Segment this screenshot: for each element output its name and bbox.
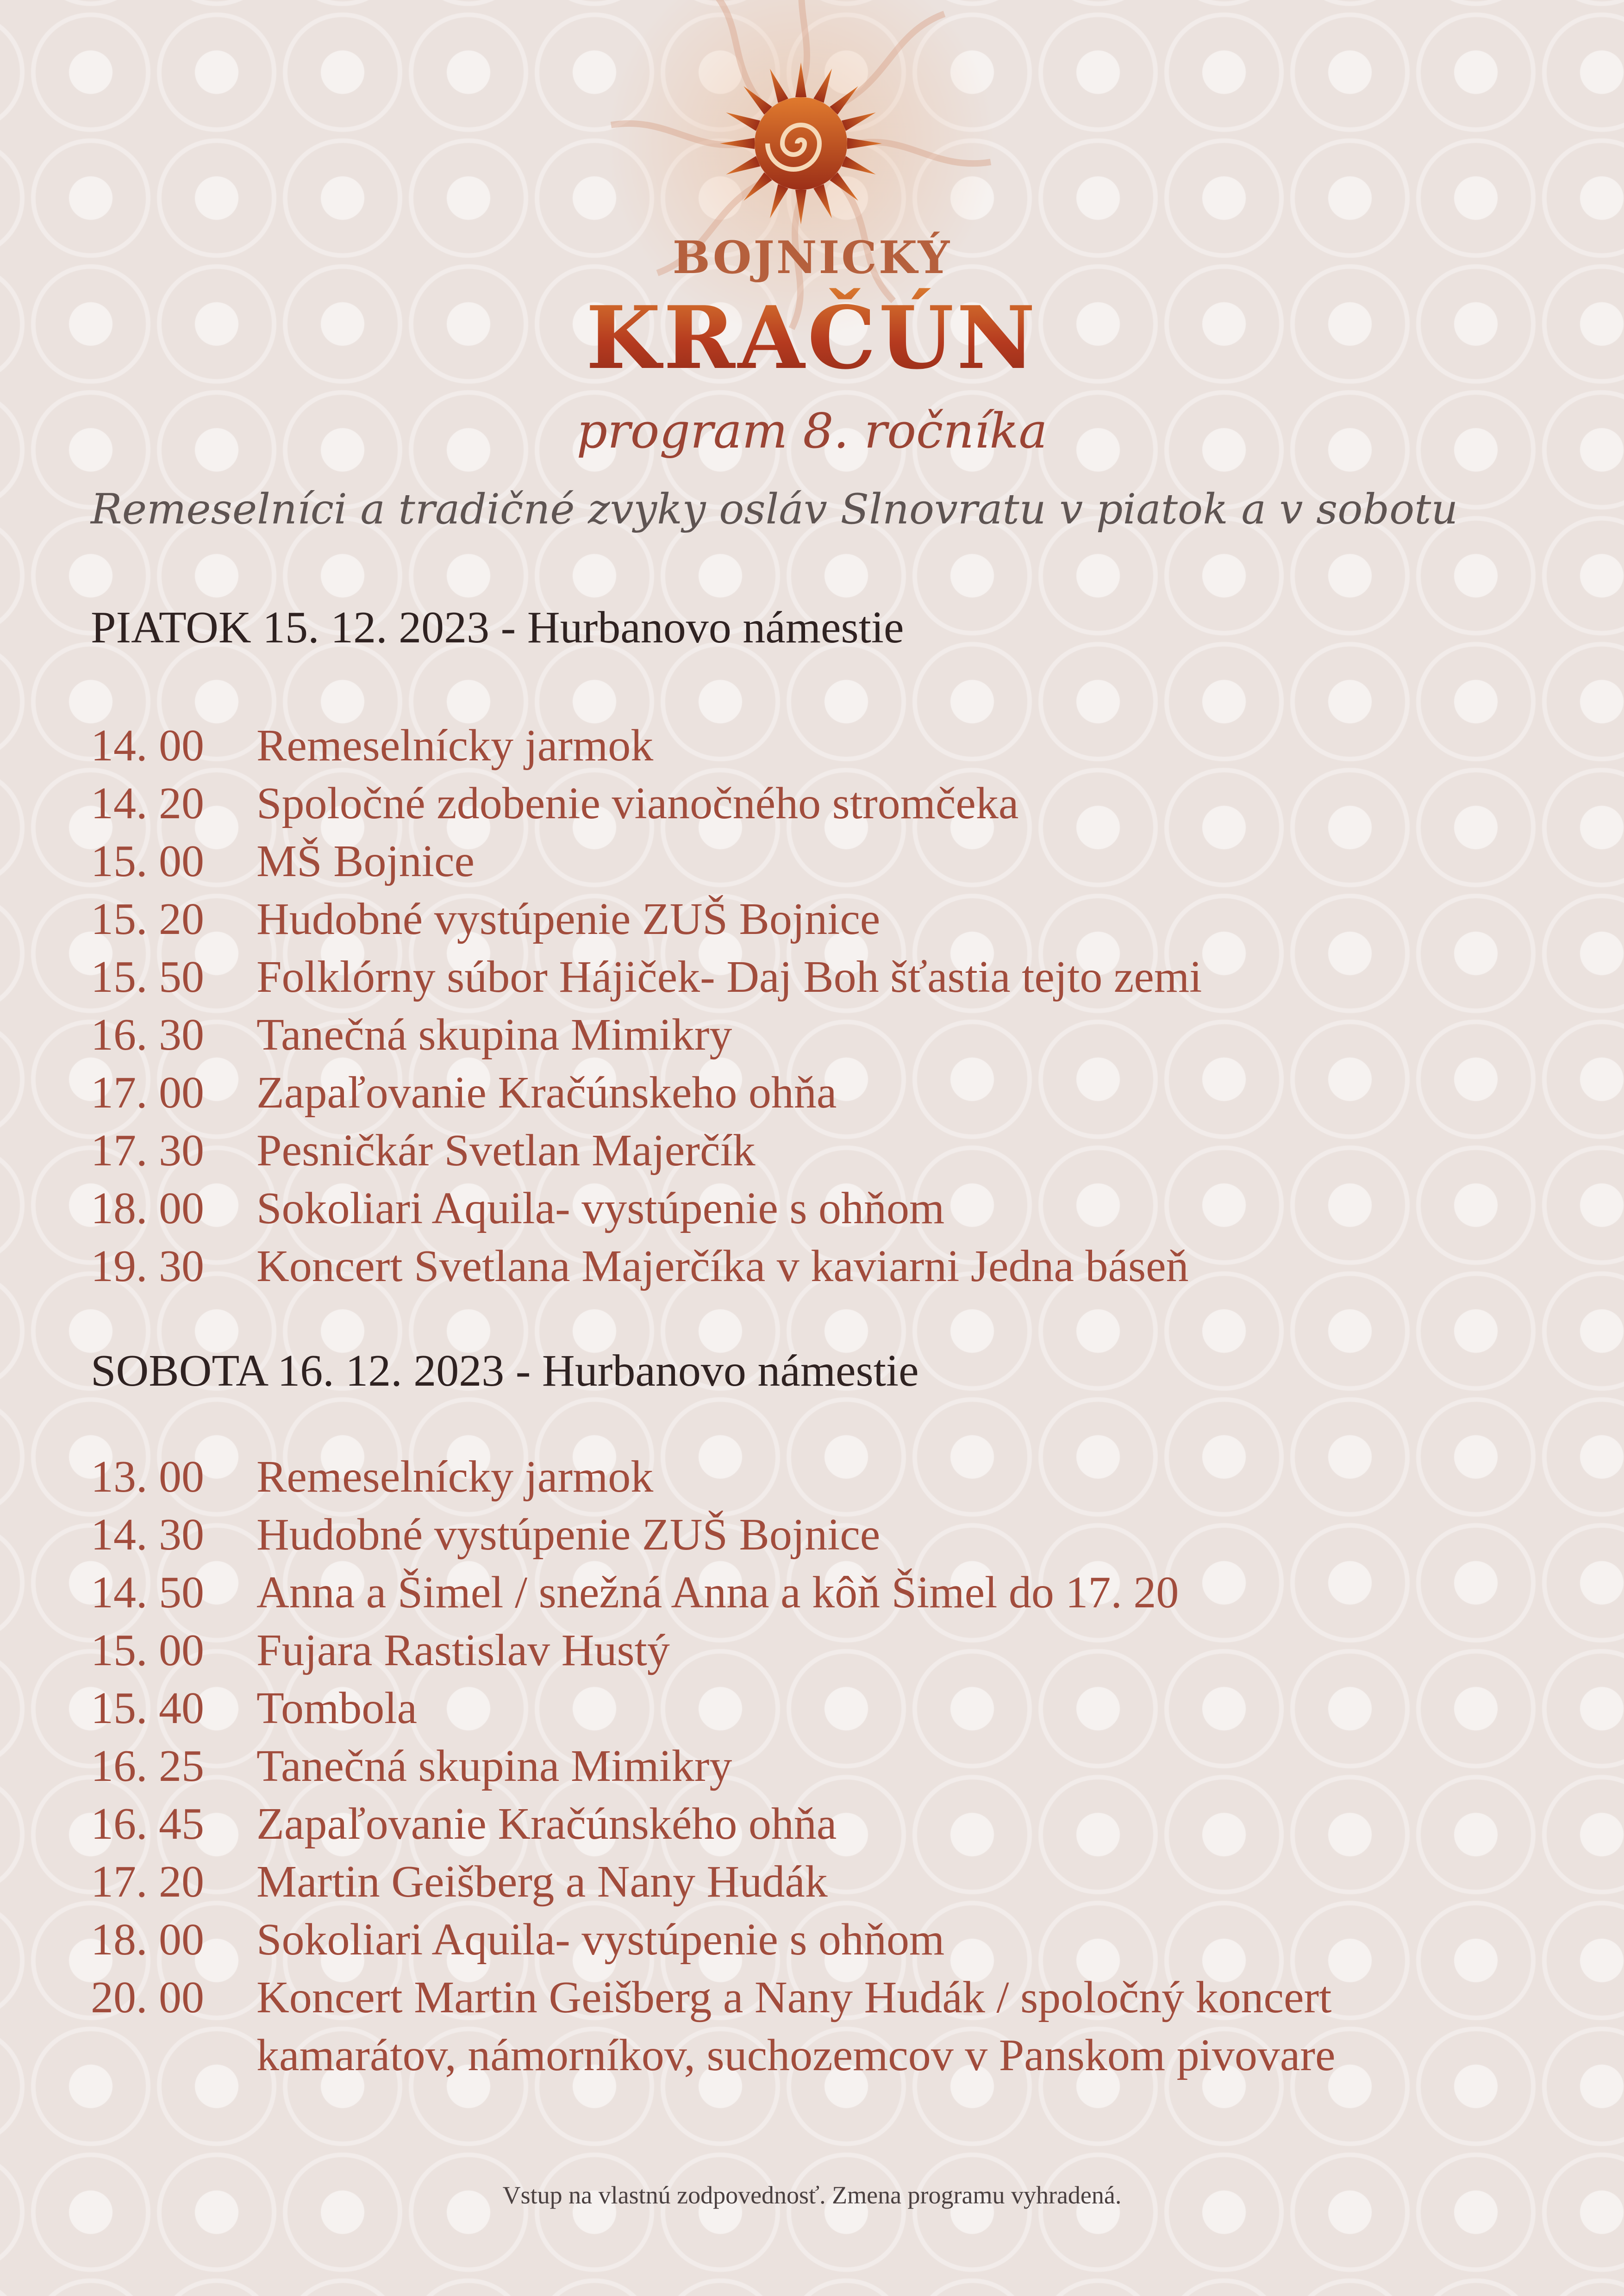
schedule-row <box>91 1621 1572 1679</box>
schedule-row <box>91 1179 1572 1237</box>
saturday-heading: SOBOTA 16. 12. 2023 - Hurbanovo námestie <box>91 1346 919 1396</box>
event-time: 18. 00 <box>91 1183 204 1233</box>
event-time: 16. 25 <box>91 1741 204 1791</box>
schedule-row <box>91 832 1572 890</box>
event-name: kamarátov, námorníkov, suchozemcov v Panskom pivovare <box>256 2030 1336 2080</box>
event-name: Zapaľovanie Kračúnského ohňa <box>256 1798 837 1849</box>
event-time: 15. 00 <box>91 836 204 886</box>
schedule-row <box>91 890 1572 948</box>
event-time: 17. 00 <box>91 1067 204 1118</box>
event-time: 15. 00 <box>91 1625 204 1675</box>
event-name: MŠ Bojnice <box>256 836 475 886</box>
event-name: Tanečná skupina Mimikry <box>256 1741 732 1791</box>
event-time: 20. 00 <box>91 1972 204 2022</box>
event-name: Sokoliari Aquila- vystúpenie s ohňom <box>256 1183 945 1233</box>
schedule-row <box>91 1563 1572 1621</box>
footer-note: Vstup na vlastnú zodpovednosť. Zmena programu vyhradená. <box>502 2181 1122 2209</box>
schedule-row <box>91 716 1572 774</box>
event-time: 18. 00 <box>91 1914 204 1965</box>
event-time: 19. 30 <box>91 1241 204 1291</box>
schedule-row <box>91 1853 1572 1910</box>
event-time: 15. 20 <box>91 894 204 944</box>
friday-heading: PIATOK 15. 12. 2023 - Hurbanovo námestie <box>91 603 904 653</box>
schedule-row <box>91 774 1572 832</box>
event-name: Tombola <box>256 1683 417 1733</box>
schedule-row <box>91 1006 1572 1064</box>
schedule-row <box>91 1237 1572 1295</box>
schedule-row <box>91 1506 1572 1563</box>
friday-schedule <box>91 716 1572 1295</box>
event-time: 14. 00 <box>91 720 204 771</box>
schedule-row <box>91 948 1572 1006</box>
event-time: 15. 40 <box>91 1683 204 1733</box>
event-time: 15. 50 <box>91 952 204 1002</box>
event-name: Remeselnícky jarmok <box>256 720 654 771</box>
event-name: Sokoliari Aquila- vystúpenie s ohňom <box>256 1914 945 1965</box>
page-subtitle: program 8. ročníka <box>576 403 1048 459</box>
event-time: 17. 30 <box>91 1125 204 1176</box>
event-time: 16. 30 <box>91 1009 204 1060</box>
event-name: Pesničkár Svetlan Majerčík <box>256 1125 756 1176</box>
event-time: 14. 20 <box>91 778 204 828</box>
schedule-row <box>91 1795 1572 1853</box>
event-name: Spoločné zdobenie vianočného stromčeka <box>256 778 1019 828</box>
schedule-row <box>91 1064 1572 1121</box>
event-name: Koncert Svetlana Majerčíka v kaviarni Jedna báseň <box>256 1241 1189 1291</box>
brand-top-title: BOJNICKÝ <box>672 231 952 284</box>
event-time: 14. 50 <box>91 1567 204 1618</box>
event-name: Martin Geišberg a Nany Hudák <box>256 1856 828 1907</box>
event-name: Hudobné vystúpenie ZUŠ Bojnice <box>256 894 881 944</box>
schedule-row <box>91 1121 1572 1179</box>
event-name: Remeselnícky jarmok <box>256 1451 654 1502</box>
event-time: 13. 00 <box>91 1451 204 1502</box>
intro-text: Remeselníci a tradičné zvyky osláv Slnovratu v piatok a v sobotu <box>91 485 1458 534</box>
event-name: Zapaľovanie Kračúnskeho ohňa <box>256 1067 837 1118</box>
event-time: 14. 30 <box>91 1509 204 1560</box>
event-name: Anna a Šimel / snežná Anna a kôň Šimel do 17. 20 <box>256 1567 1179 1618</box>
schedule-row <box>91 1737 1572 1795</box>
event-time: 17. 20 <box>91 1856 204 1907</box>
event-name: Tanečná skupina Mimikry <box>256 1009 732 1060</box>
schedule-row <box>91 1968 1572 2026</box>
schedule-row <box>91 1679 1572 1737</box>
event-name: Hudobné vystúpenie ZUŠ Bojnice <box>256 1509 881 1560</box>
event-name: Fujara Rastislav Hustý <box>256 1625 670 1675</box>
schedule-row <box>91 1910 1572 1968</box>
schedule-row <box>91 2026 1572 2084</box>
schedule-row <box>91 1448 1572 1506</box>
event-time: 16. 45 <box>91 1798 204 1849</box>
saturday-schedule <box>91 1448 1572 2084</box>
event-name: Koncert Martin Geišberg a Nany Hudák / spoločný koncert <box>256 1972 1332 2022</box>
brand-main-title: KRAČÚN <box>0 287 1624 388</box>
event-name: Folklórny súbor Hájiček- Daj Boh šťastia tejto zemi <box>256 952 1202 1002</box>
